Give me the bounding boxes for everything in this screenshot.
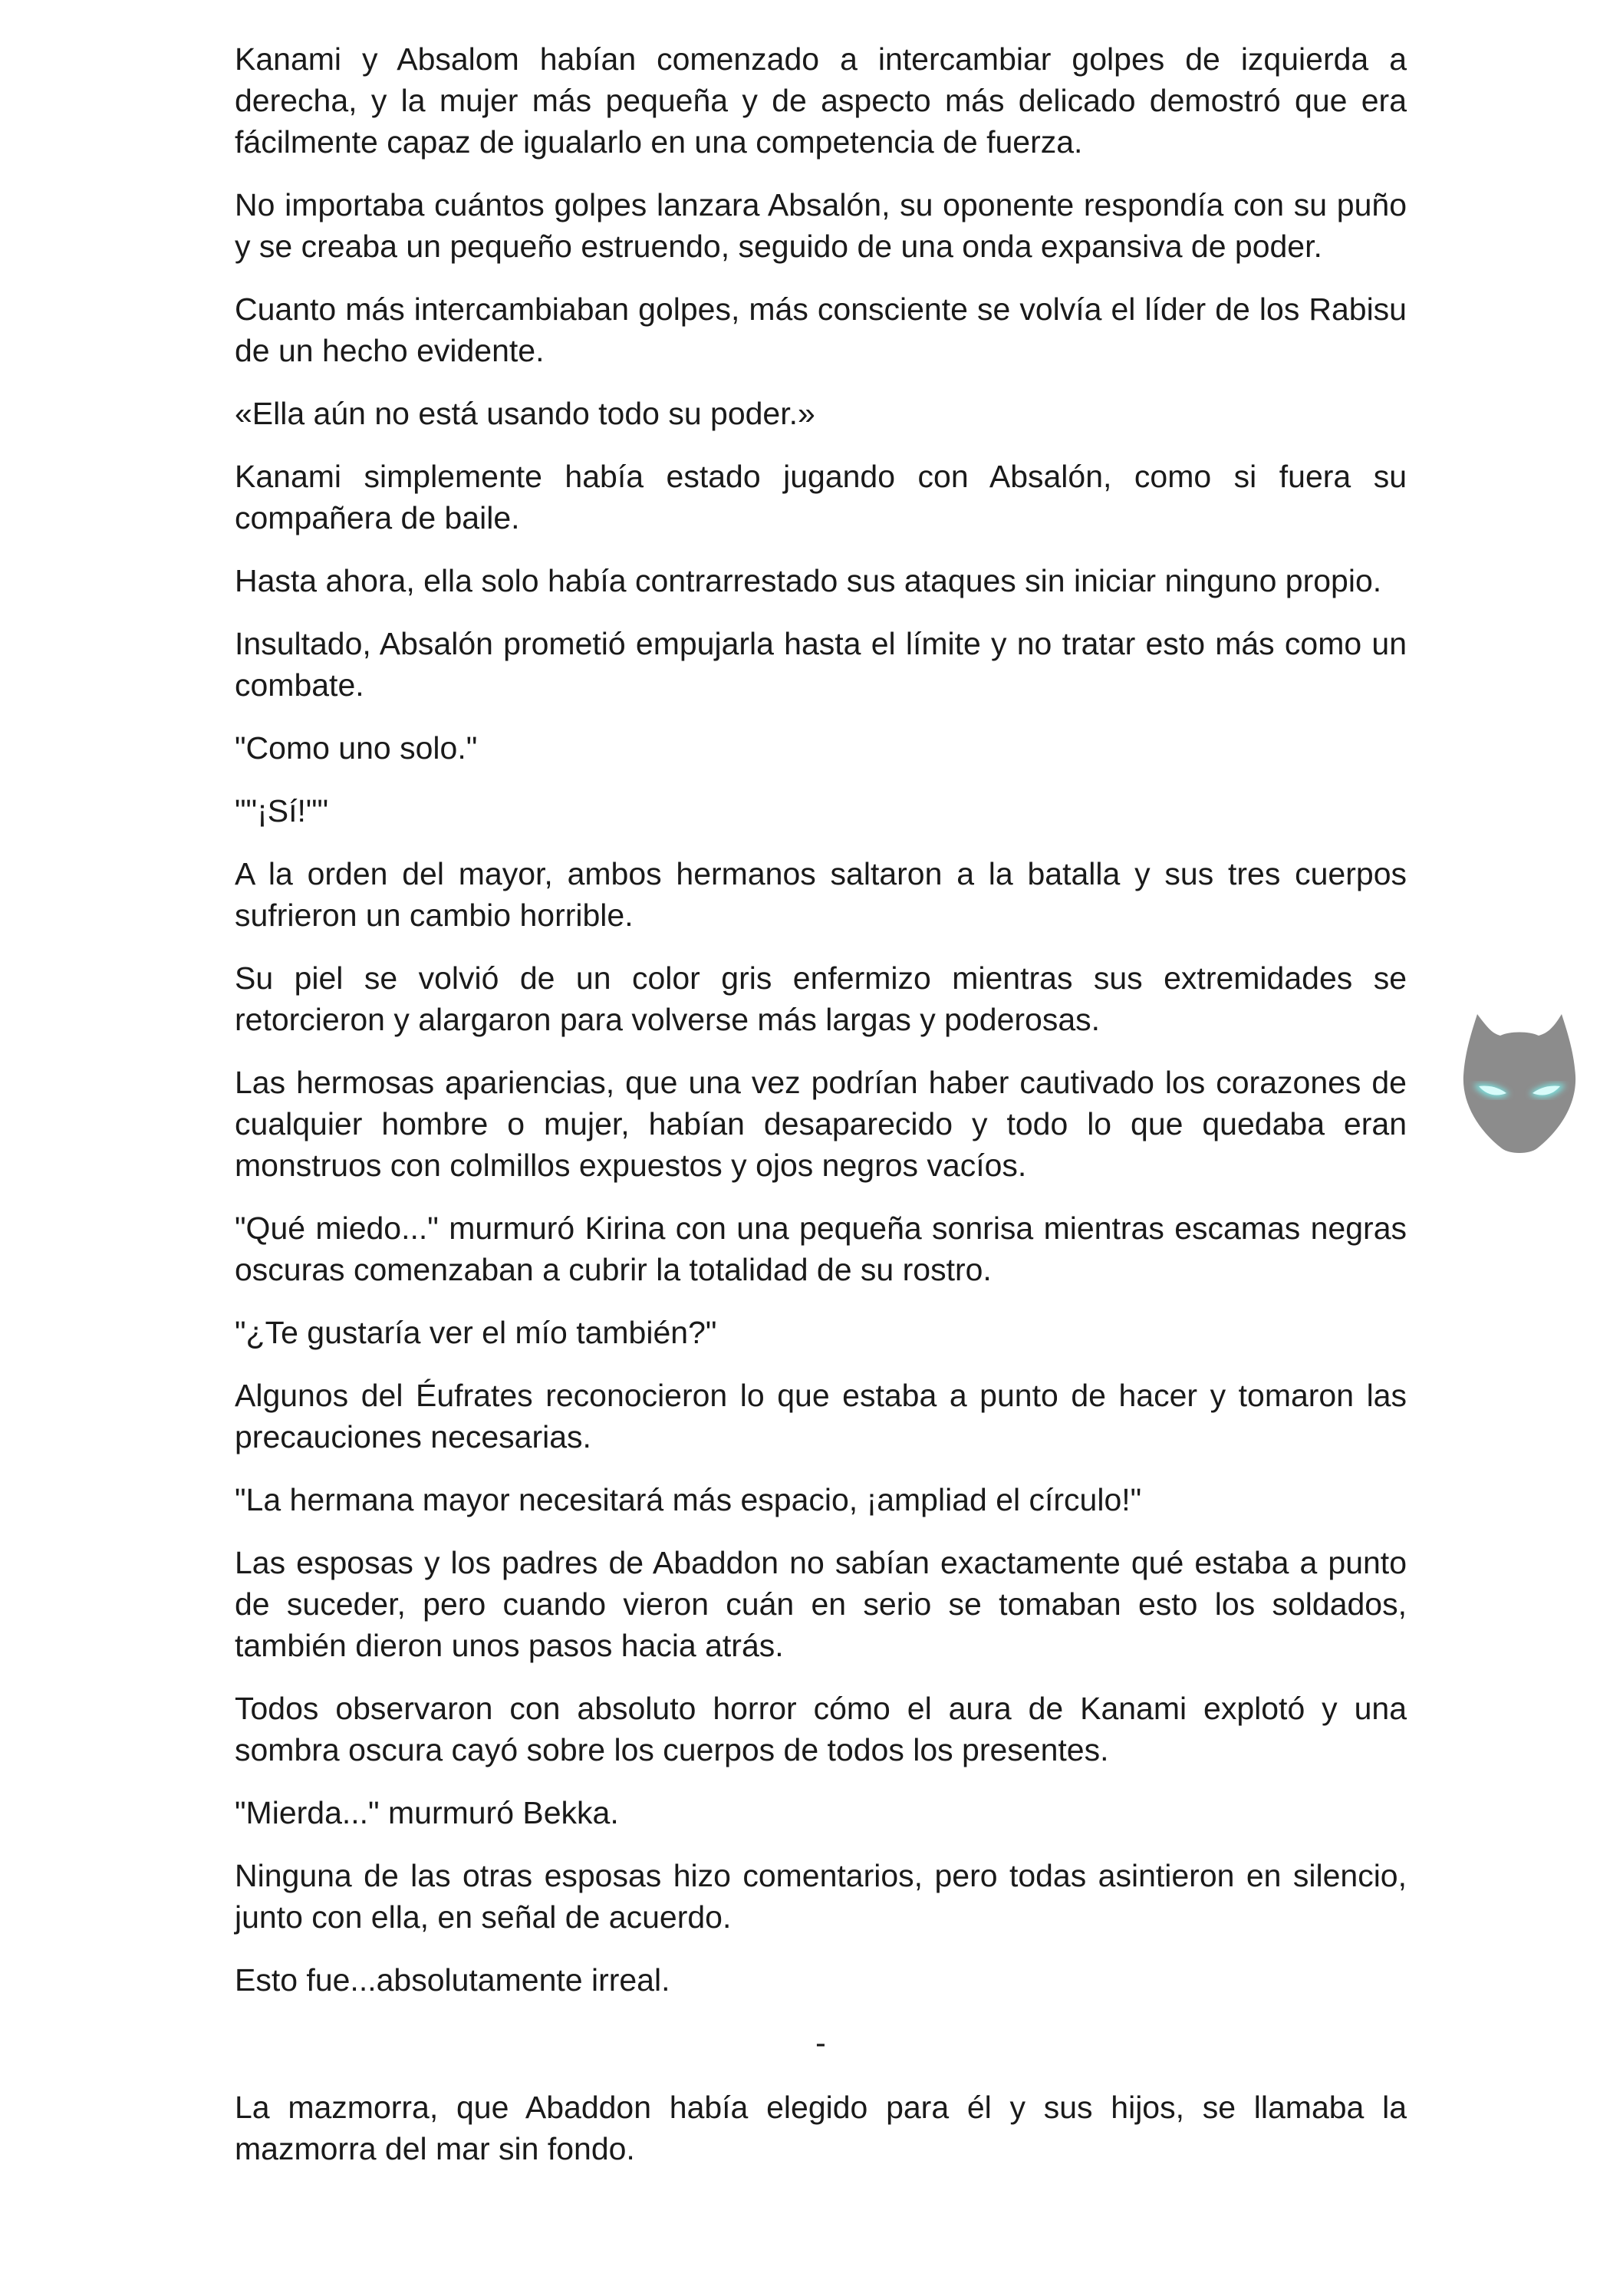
paragraph: Cuanto más intercambiaban golpes, más consciente se volvía el líder de los Rabisu de un hecho evidente. — [235, 292, 1407, 368]
paragraph: "Qué miedo..." murmuró Kirina con una pequeña sonrisa mientras escamas negras oscuras comenzaban a cubrir la totalidad de su rostro. — [235, 1211, 1407, 1287]
demon-head-graphic — [1447, 999, 1592, 1168]
paragraph: "Como uno solo." — [235, 730, 478, 766]
closing-paragraph: La mazmorra, que Abaddon había elegido para él y sus hijos, se llamaba la mazmorra del mar sin fondo. — [235, 2090, 1407, 2166]
paragraph: Las esposas y los padres de Abaddon no sabían exactamente qué estaba a punto de suceder, pero cuando vieron cuán en serio se tomaban esto los soldados, también dieron unos pasos hacia atrás. — [235, 1545, 1407, 1663]
demon-head-icon — [1447, 999, 1592, 1168]
paragraph: Las hermosas apariencias, que una vez podrían haber cautivado los corazones de cualquier hombre o mujer, habían desaparecido y todo lo que quedaba eran monstruos con colmillos expuestos y ojos negros vacíos. — [235, 1065, 1407, 1183]
paragraph: A la orden del mayor, ambos hermanos saltaron a la batalla y sus tres cuerpos sufrieron un cambio horrible. — [235, 856, 1407, 933]
paragraph: «Ella aún no está usando todo su poder.» — [235, 396, 815, 431]
paragraph: "La hermana mayor necesitará más espacio, ¡ampliad el círculo!" — [235, 1482, 1142, 1517]
paragraph: Ninguna de las otras esposas hizo comentarios, pero todas asintieron en silencio, junto con ella, en señal de acuerdo. — [235, 1858, 1407, 1935]
paragraph: Kanami y Absalom habían comenzado a intercambiar golpes de izquierda a derecha, y la mujer más pequeña y de aspecto más delicado demostró que era fácilmente capaz de igualarlo en una competencia de fuerza. — [235, 41, 1407, 160]
scene-separator: - — [815, 2025, 826, 2060]
paragraph: Todos observaron con absoluto horror cómo el aura de Kanami explotó y una sombra oscura cayó sobre los cuerpos de todos los presentes. — [235, 1691, 1407, 1767]
paragraph: "Mierda..." murmuró Bekka. — [235, 1795, 619, 1830]
paragraph: Hasta ahora, ella solo había contrarrestado sus ataques sin iniciar ninguno propio. — [235, 563, 1382, 598]
paragraph: "¿Te gustaría ver el mío también?" — [235, 1315, 717, 1350]
paragraph: Su piel se volvió de un color gris enfermizo mientras sus extremidades se retorcieron y alargaron para volverse más largas y poderosas. — [235, 960, 1407, 1037]
paragraph: Insultado, Absalón prometió empujarla hasta el límite y no tratar esto más como un combate. — [235, 626, 1407, 703]
paragraph: Kanami simplemente había estado jugando con Absalón, como si fuera su compañera de baile. — [235, 459, 1407, 535]
paragraph: Esto fue...absolutamente irreal. — [235, 1962, 670, 1998]
paragraph: No importaba cuántos golpes lanzara Absalón, su oponente respondía con su puño y se creaba un pequeño estruendo, seguido de una onda expansiva de poder. — [235, 187, 1407, 264]
paragraph: Algunos del Éufrates reconocieron lo que estaba a punto de hacer y tomaron las precauciones necesarias. — [235, 1378, 1407, 1454]
paragraph: ""¡Sí!"" — [235, 793, 328, 828]
document-page — [235, 38, 1407, 2191]
